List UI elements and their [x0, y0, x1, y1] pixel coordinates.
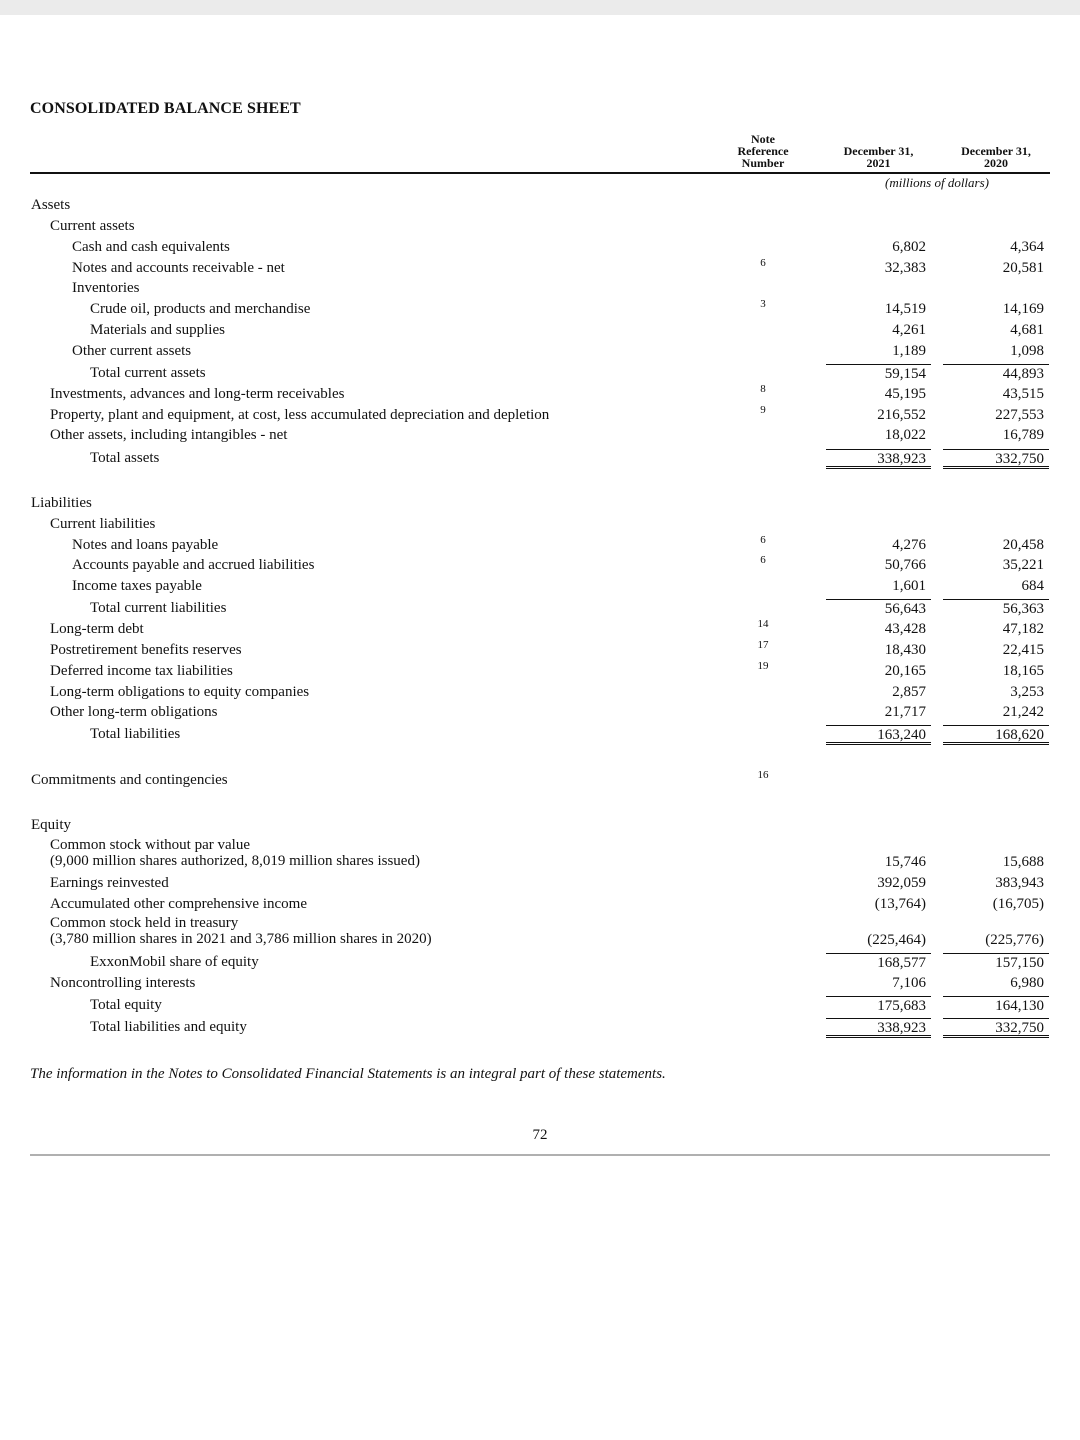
table-row — [0, 599, 1080, 619]
row-label: Income taxes payable — [72, 578, 202, 594]
value-2020: 14,169 — [1002, 301, 1044, 317]
table-row — [0, 321, 1080, 341]
table-row — [0, 725, 1080, 745]
row-label: Total current assets — [90, 365, 206, 381]
footer-rule — [30, 1154, 1050, 1156]
value-2021: 7,106 — [892, 975, 926, 991]
table-row — [0, 703, 1080, 723]
table-row — [0, 556, 1080, 576]
value-2021: 168,577 — [826, 953, 931, 973]
table-row — [0, 620, 1080, 640]
row-label: Long-term debt — [50, 621, 144, 637]
table-row — [0, 342, 1080, 362]
row-label: Current liabilities — [50, 516, 156, 532]
table-row — [0, 364, 1080, 384]
value-2021: 175,683 — [826, 996, 931, 1016]
table-row — [0, 426, 1080, 446]
table-row — [0, 196, 1080, 216]
december-2021-header: December 31, 2021 — [843, 144, 914, 170]
value-2021: 50,766 — [884, 557, 926, 573]
value-2020: 227,553 — [995, 407, 1044, 423]
row-label: Common stock held in treasury (3,780 million shares in 2021 and 3,786 million shares in 2020) — [50, 915, 432, 947]
table-row — [0, 494, 1080, 514]
note-reference: 9 — [760, 404, 766, 416]
row-label: ExxonMobil share of equity — [90, 954, 259, 970]
value-2020: 332,750 — [943, 1018, 1049, 1038]
row-label: Accounts payable and accrued liabilities — [72, 557, 315, 573]
page-title: CONSOLIDATED BALANCE SHEET — [30, 100, 301, 117]
value-2021: 392,059 — [877, 875, 926, 891]
row-label: Property, plant and equipment, at cost, less accumulated depreciation and depletion — [50, 407, 550, 423]
value-2021: 14,519 — [884, 301, 926, 317]
note-reference: 6 — [760, 534, 766, 546]
table-row — [0, 577, 1080, 597]
row-label: Crude oil, products and merchandise — [90, 301, 311, 317]
row-label: Notes and accounts receivable - net — [72, 260, 285, 276]
row-label: Notes and loans payable — [72, 537, 219, 553]
value-2021: 4,276 — [892, 537, 926, 553]
value-2020: 16,789 — [1002, 427, 1044, 443]
note-reference: 3 — [760, 298, 766, 310]
note-reference: 14 — [757, 618, 769, 630]
value-2021: 2,857 — [892, 684, 926, 700]
value-2020: 168,620 — [943, 725, 1049, 745]
row-label: Long-term obligations to equity companies — [50, 684, 310, 700]
row-label: Inventories — [72, 280, 140, 296]
row-label: Other current assets — [72, 343, 192, 359]
value-2020: 22,415 — [1002, 642, 1044, 658]
note-reference: 8 — [760, 383, 766, 395]
row-label: Commitments and contingencies — [31, 772, 228, 788]
table-row — [0, 641, 1080, 661]
table-row — [0, 217, 1080, 237]
row-label: Postretirement benefits reserves — [50, 642, 242, 658]
value-2020: 47,182 — [1002, 621, 1044, 637]
table-row — [0, 953, 1080, 973]
row-label: Total current liabilities — [90, 600, 227, 616]
row-label: Other long-term obligations — [50, 704, 218, 720]
value-2021: 338,923 — [826, 1018, 931, 1038]
table-row — [0, 279, 1080, 299]
value-2021: 43,428 — [884, 621, 926, 637]
table-row — [0, 662, 1080, 682]
table-row — [0, 1018, 1080, 1038]
top-bar — [0, 0, 1080, 15]
table-row — [0, 300, 1080, 320]
table-row — [0, 515, 1080, 535]
value-2021: 59,154 — [826, 364, 931, 384]
note-reference: 6 — [760, 257, 766, 269]
footnote: The information in the Notes to Consolidated Financial Statements is an integral part of these statements. — [30, 1066, 666, 1082]
row-label: Current assets — [50, 218, 135, 234]
page-number: 72 — [532, 1127, 548, 1143]
value-2021: 18,022 — [884, 427, 926, 443]
value-2020: 56,363 — [943, 599, 1049, 619]
table-row — [0, 874, 1080, 894]
row-label: Total liabilities — [90, 726, 181, 742]
value-2020: 44,893 — [943, 364, 1049, 384]
note-reference: 17 — [757, 639, 769, 651]
value-2020: 332,750 — [943, 449, 1049, 469]
value-2020: 4,681 — [1010, 322, 1044, 338]
note-reference: 16 — [757, 769, 769, 781]
value-2020: 21,242 — [1002, 704, 1044, 720]
value-2021: 216,552 — [877, 407, 926, 423]
value-2020: 43,515 — [1002, 386, 1044, 402]
row-label: Total assets — [90, 450, 160, 466]
row-label: Liabilities — [31, 495, 92, 511]
value-2021: 21,717 — [884, 704, 926, 720]
table-row — [0, 915, 1080, 951]
row-label: Total equity — [90, 997, 162, 1013]
value-2020: (16,705) — [992, 896, 1044, 912]
value-2020: 3,253 — [1010, 684, 1044, 700]
value-2021: 4,261 — [892, 322, 926, 338]
row-label: Materials and supplies — [90, 322, 225, 338]
note-reference: 19 — [757, 660, 769, 672]
value-2021: 1,601 — [892, 578, 926, 594]
value-2020: 20,581 — [1002, 260, 1044, 276]
value-2020: 1,098 — [1010, 343, 1044, 359]
value-2021: 15,746 — [884, 854, 926, 870]
table-row — [0, 238, 1080, 258]
table-row — [0, 837, 1080, 873]
value-2020: 15,688 — [1002, 854, 1044, 870]
value-2020: 20,458 — [1002, 537, 1044, 553]
row-label: Other assets, including intangibles - net — [50, 427, 288, 443]
note-reference-header: Note Reference Number — [737, 132, 789, 170]
value-2020: 157,150 — [943, 953, 1049, 973]
table-row — [0, 536, 1080, 556]
row-label: Total liabilities and equity — [90, 1019, 247, 1035]
value-2021: 1,189 — [892, 343, 926, 359]
table-row — [0, 449, 1080, 469]
value-2020: 35,221 — [1002, 557, 1044, 573]
row-label: Equity — [31, 817, 71, 833]
value-2021: (13,764) — [874, 896, 926, 912]
table-row — [0, 816, 1080, 836]
table-row — [0, 996, 1080, 1016]
value-2021: 45,195 — [884, 386, 926, 402]
value-2020: 684 — [1021, 578, 1044, 594]
table-row — [0, 771, 1080, 791]
value-2021: 6,802 — [892, 239, 926, 255]
december-2020-header: December 31, 2020 — [961, 144, 1031, 170]
row-label: Cash and cash equivalents — [72, 239, 230, 255]
row-label: Investments, advances and long-term receivables — [50, 386, 345, 402]
value-2021: 20,165 — [884, 663, 926, 679]
row-label: Accumulated other comprehensive income — [50, 896, 307, 912]
value-2021: 32,383 — [884, 260, 926, 276]
row-label: Noncontrolling interests — [50, 975, 196, 991]
value-2021: 338,923 — [826, 449, 931, 469]
table-row — [0, 683, 1080, 703]
note-reference: 6 — [760, 554, 766, 566]
value-2020: 164,130 — [943, 996, 1049, 1016]
table-row — [0, 259, 1080, 279]
row-label: Assets — [31, 197, 71, 213]
value-2021: 18,430 — [884, 642, 926, 658]
row-label: Common stock without par value (9,000 million shares authorized, 8,019 million shares issued) — [50, 837, 420, 869]
value-2021: 56,643 — [826, 599, 931, 619]
row-label: Deferred income tax liabilities — [50, 663, 233, 679]
value-2020: 383,943 — [995, 875, 1044, 891]
units-caption: (millions of dollars) — [884, 175, 989, 190]
table-row — [0, 385, 1080, 405]
value-2020: (225,776) — [985, 932, 1044, 948]
value-2020: 18,165 — [1002, 663, 1044, 679]
header-rule — [30, 172, 1050, 174]
table-row — [0, 895, 1080, 915]
value-2020: 6,980 — [1010, 975, 1044, 991]
value-2021: (225,464) — [867, 932, 926, 948]
value-2020: 4,364 — [1010, 239, 1044, 255]
table-row — [0, 406, 1080, 426]
row-label: Earnings reinvested — [50, 875, 169, 891]
value-2021: 163,240 — [826, 725, 931, 745]
table-row — [0, 974, 1080, 994]
